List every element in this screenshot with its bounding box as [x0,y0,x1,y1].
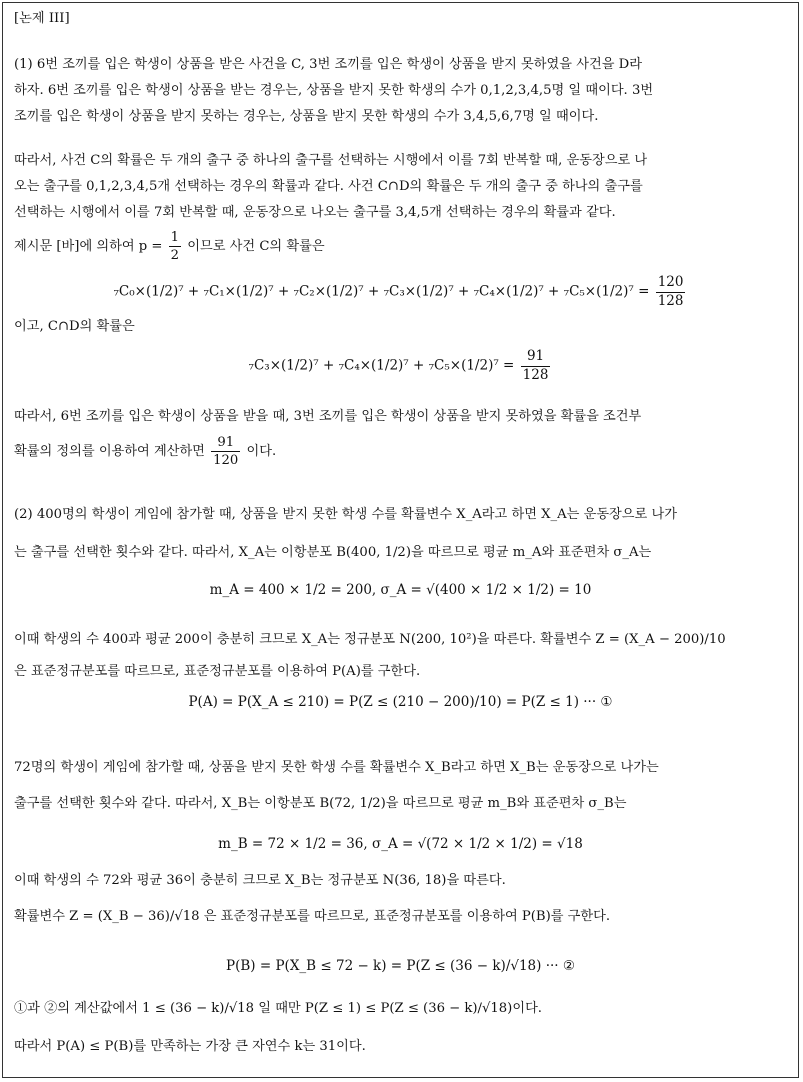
p4-line-1: 따라서, 6번 조끼를 입은 학생이 상품을 받을 때, 3번 조끼를 입은 학생이 상품을 받지 못하였을 확률을 조건부 [14,409,642,424]
p1-line-2: 하자. 6번 조끼를 입은 학생이 상품을 받는 경우는, 상품을 받지 못한 학생의 수가 0,1,2,3,4,5명 일 때이다. 3번 [14,83,654,98]
eq2-expression: ₇C₃×(1/2)⁷ + ₇C₄×(1/2)⁷ + ₇C₅×(1/2)⁷ = [248,357,515,374]
paragraph-10: ①과 ②의 계산값에서 1 ≤ (36 − k)/√18 일 때만 P(Z ≤ 1) ≤ P(Z ≤ (36 − k)/√18)이다. [14,1001,542,1016]
p2-line-1: 따라서, 사건 C의 확률은 두 개의 출구 중 하나의 출구를 선택하는 시행에서 이를 7회 반복할 때, 운동장으로 나 [14,153,648,168]
p4-line-2 [14,436,789,467]
equation-6: P(B) = P(X_B ≤ 72 − k) = P(Z ≤ (36 − k)/√18) ··· ② [226,958,575,974]
p4-denominator: 120 [213,453,239,469]
eq1-numerator: 120 [656,276,686,293]
eq1-result [656,276,686,308]
p7-line-1: 72명의 학생이 게임에 참가할 때, 상품을 받지 못한 학생 수를 확률변수 X_B라고 하면 X_B는 운동장으로 나가는 [14,760,659,775]
p6-line-1: 이때 학생의 수 400과 평균 200이 충분히 크므로 X_A는 정규분포 N(200, 10²)을 따른다. 확률변수 Z = (X_A − 200)/10 [14,632,726,647]
paragraph-4 [14,404,789,467]
paragraph-5 [14,496,789,572]
p2-line-4a: 제시문 [바]에 의하여 p = [14,239,163,254]
paragraph-9: 확률변수 Z = (X_B − 36)/√18 은 표준정규분포를 따르므로, 표준정규분포를 이용하여 P(B)를 구한다. [14,909,611,924]
p6-line-2: 은 표준정규분포를 따르므로, 표준정규분포를 이용하여 P(A)를 구한다. [14,664,421,679]
eq1-expression: ₇C₀×(1/2)⁷ + ₇C₁×(1/2)⁷ + ₇C₂×(1/2)⁷ + ₇C₃×(1/2)⁷ + ₇C₄×(1/2)⁷ + ₇C₅×(1/2)⁷ = [113,283,650,300]
equation-4: P(A) = P(X_A ≤ 210) = P(Z ≤ (210 − 200)/10) = P(Z ≤ 1) ··· ① [188,694,613,710]
eq2-result [521,350,551,382]
eq2-numerator: 91 [521,350,551,367]
paragraph-8: 이때 학생의 수 72와 평균 36이 충분히 크므로 X_B는 정규분포 N(36, 18)을 따른다. [14,873,506,888]
paragraph-7 [14,750,789,822]
p5-line-2: 는 출구를 선택한 횟수와 같다. 따라서, X_A는 이항분포 B(400, 1/2)을 따르므로 평균 m_A와 표준편차 σ_A는 [14,545,652,560]
equation-3: m_A = 400 × 1/2 = 200, σ_A = √(400 × 1/2 × 1/2) = 10 [209,582,592,598]
p2-line-4 [14,230,789,264]
p2-line-2: 오는 출구를 0,1,2,3,4,5개 선택하는 경우의 확률과 같다. 사건 C∩D의 확률은 두 개의 출구 중 하나의 출구를 [14,179,643,194]
p1-line-1: (1) 6번 조끼를 입은 학생이 상품을 받은 사건을 C, 3번 조끼를 입은 학생이 상품을 받지 못하였을 사건을 D라 [14,57,642,72]
equation-1 [2,276,799,308]
paragraph-6 [14,624,789,688]
paragraph-3: 이고, C∩D의 확률은 [14,319,135,334]
p2-line-3: 선택하는 시행에서 이를 7회 반복할 때, 운동장으로 나오는 출구를 3,4,5개 선택하는 경우의 확률과 같다. [14,205,616,220]
p4-fraction [211,436,240,467]
eq2-denominator: 128 [522,366,549,383]
p1-line-3: 조끼를 입은 학생이 상품을 받지 못하는 경우는, 상품을 받지 못한 학생의 수가 3,4,5,6,7명 일 때이다. [14,109,599,124]
p4-numerator: 91 [211,436,240,452]
p4-line-2b: 이다. [246,444,277,460]
p4-line-2a: 확률의 정의를 이용하여 계산하면 [14,444,205,460]
paragraph-11: 따라서 P(A) ≤ P(B)를 만족하는 가장 큰 자연수 k는 31이다. [14,1039,366,1054]
paragraph-1 [14,52,789,130]
paragraph-2 [14,148,789,226]
section-header: [논제 III] [14,11,70,26]
equation-5: m_B = 72 × 1/2 = 36, σ_A = √(72 × 1/2 × 1/2) = √18 [218,836,583,852]
p2-line-4b: 이므로 사건 C의 확률은 [187,239,325,254]
p7-line-2: 출구를 선택한 횟수와 같다. 따라서, X_B는 이항분포 B(72, 1/2)을 따르므로 평균 m_B와 표준편차 σ_B는 [14,796,627,811]
equation-2 [2,350,799,382]
eq1-denominator: 128 [657,292,684,309]
half-fraction: $\frac{1}{2}$ [170,229,180,263]
p5-line-1: (2) 400명의 학생이 게임에 참가할 때, 상품을 받지 못한 학생 수를 확률변수 X_A라고 하면 X_A는 운동장으로 나가 [14,507,677,522]
